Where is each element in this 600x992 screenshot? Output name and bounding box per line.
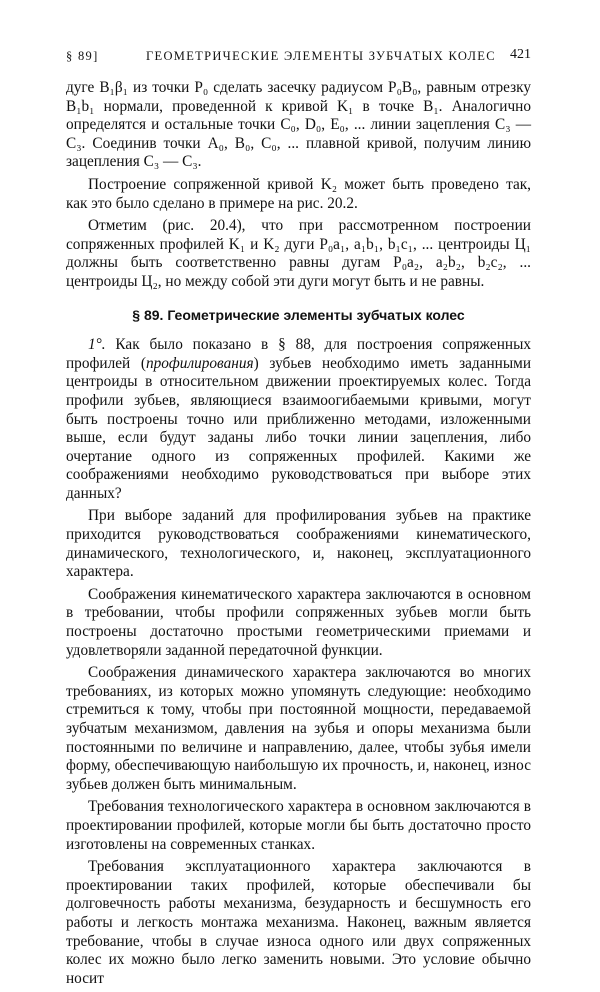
paragraph: Соображения динамического характера заключаются во многих требованиях, из которых можно упомянуть следующие: необходимо стремиться к тому, чтобы при постоянной мощности, передаваемой зубчатым механизмом, давления на зубья и опоры механизма были постоянными по величине и направлению, далее, чтобы зубья имели форму, обеспечивающую наибольшую их прочность, и, наконец, износ зубьев должен быть минимальным.	[66, 664, 531, 793]
page-number: 421	[510, 47, 531, 62]
paragraph: Соображения кинематического характера заключаются в основном в требовании, чтобы профили сопряженных зубьев могли быть построены достаточно простыми геометрическими приемами и удовлетворяли заданной передаточной функции.	[66, 585, 531, 659]
paragraph-text: Как было показано в § 88, для построения сопряженных профилей (	[66, 336, 531, 372]
section-heading: § 89. Геометрические элементы зубчатых колес	[132, 306, 465, 323]
paragraph: При выборе заданий для профилирования зубьев на практике приходится руководствоваться соображениями кинематического, динамического, технологического, и, наконец, эксплуатационного характера.	[66, 507, 531, 581]
paragraph: Требования эксплуатационного характера заключаются в проектировании таких профилей, которые обеспечивали бы долговечность работы механизма, безударность и бесшумность его работы и легкость монтажа механизма. Наконец, важным является требование, чтобы в случае износа одного или двух сопряженных колес их можно было легко заменить новыми. Это условие обычно носит	[66, 858, 531, 987]
page-body	[66, 79, 531, 992]
item-number: 1°.	[88, 336, 106, 354]
emphasized-term: профилирования	[145, 354, 254, 372]
header-section-ref: § 89]	[66, 49, 99, 63]
paragraph: Построение сопряженной кривой K₂ может быть проведено так, как это было сделано в примере на рис. 20.2.	[66, 175, 531, 212]
paragraph-continuation: дуге B₁β₁ из точки P₀ сделать засечку радиусом P₀B₀, равным отрезку B₁b₁ нормали, проведенной к кривой K₁ в точке B₁. Аналогично определятся и остальные точки C₀, D₀, E₀, ... линии зацепления C₃ — C₃. Соединив точки A₀, B₀, C₀, ... плавной кривой, получим линию зацепления C₃ — C₃.	[66, 79, 531, 171]
paragraph-item-1	[66, 336, 531, 503]
paragraph: Отметим (рис. 20.4), что при рассмотренном построении сопряженных профилей K₁ и K₂ дуги P₀a₁, a₁b₁, b₁c₁, ... центроиды Ц₁ должны быть соответственно равны дугам P₀a₂, a₂b₂, b₂c₂, ... центроиды Ц₂, но между собой эти дуги могут быть и не равны.	[66, 217, 531, 290]
paragraph: Требования технологического характера в основном заключаются в проектировании профилей, которые могли бы быть достаточно просто изготовлены на современных станках.	[66, 798, 531, 853]
paragraph-text: ) зубьев необходимо иметь заданными центроиды в относительном движении проектируемых колес. Тогда профили зубьев, являющиеся взаимоогибаемыми кривыми, могут быть построены точно или приближенно методами, изложенными выше, если будут заданы либо точки линии зацепления, либо очертание одного из сопряженных профилей. Какими же соображениями необходимо руководствоваться при выборе этих данных?	[66, 354, 532, 502]
running-header	[66, 49, 531, 67]
header-title: ГЕОМЕТРИЧЕСКИЕ ЭЛЕМЕНТЫ ЗУБЧАТЫХ КОЛЕС	[146, 49, 496, 63]
